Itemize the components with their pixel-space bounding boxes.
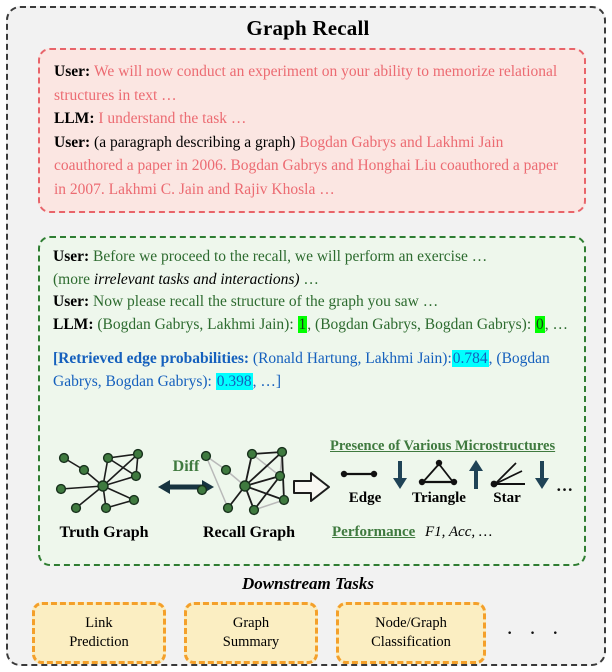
diff-label: Diff xyxy=(172,458,200,475)
speaker-user-2: User xyxy=(54,133,85,151)
recall-graph-icon xyxy=(192,440,307,522)
right-block-arrow-icon xyxy=(292,470,332,504)
recall-edge-2: , (Bogdan Gabrys, Bogdan Gabrys): xyxy=(307,315,536,333)
recall-graph-label: Recall Graph xyxy=(203,524,295,541)
speaker-llm-1: LLM xyxy=(54,110,90,127)
recall-edge-3: , … xyxy=(544,315,569,333)
truth-graph-label: Truth Graph xyxy=(59,524,149,541)
retrieved-edge-probabilities-label: Retrieved edge probabilities: xyxy=(58,350,250,367)
downstream-tasks-title: Downstream Tasks xyxy=(241,574,375,593)
recall-panel xyxy=(38,236,586,566)
paragraph-descriptor: (a paragraph describing a graph) xyxy=(94,133,300,151)
figure-container xyxy=(6,6,606,666)
bracket-open: [ xyxy=(53,350,59,367)
prompt-text-1: We will now conduct an experiment on your ability to memorize relational structures in text … xyxy=(54,63,558,104)
task-label-link-prediction xyxy=(69,614,129,652)
figure-title: Graph Recall xyxy=(246,16,370,40)
edge-microstructure-icon xyxy=(337,462,391,488)
recall-irrelevant-italic: irrelevant tasks and interactions) xyxy=(93,270,300,288)
edge-trend-down-arrow-icon xyxy=(392,460,408,490)
star-microstructure-icon xyxy=(486,460,540,490)
star-trend-down-arrow-icon xyxy=(534,460,550,490)
recall-speaker-user-2: User xyxy=(53,293,84,310)
task-line-2: Classification xyxy=(371,634,451,650)
task-line-2: Prediction xyxy=(69,634,129,650)
recall-sep-2: : xyxy=(84,293,90,310)
speaker-sep-3: : xyxy=(85,133,95,151)
star-label: Star xyxy=(493,490,521,506)
prob-text-1: (Ronald Hartung, Lakhmi Jain): xyxy=(249,350,452,367)
truth-graph-icon xyxy=(46,442,161,520)
performance-label: Performance xyxy=(332,524,416,540)
recall-edge-1: (Bogdan Gabrys, Lakhmi Jain): xyxy=(97,315,298,333)
recall-edge-value-2: 0 xyxy=(536,315,544,333)
recall-more-post: … xyxy=(299,270,319,288)
microstructures-ellipsis: … xyxy=(556,476,575,495)
task-label-node-graph-classification xyxy=(371,614,451,652)
triangle-microstructure-icon xyxy=(412,458,466,488)
recall-line-llm xyxy=(53,314,574,337)
recall-speaker-user-1: User xyxy=(53,248,84,265)
downstream-task-link-prediction[interactable] xyxy=(32,602,166,664)
recall-text-2: Now please recall the structure of the graph you saw … xyxy=(93,293,439,310)
task-line-2: Summary xyxy=(222,634,280,650)
task-line-1: Node/Graph xyxy=(375,615,447,631)
edge-label: Edge xyxy=(348,490,382,506)
prob-text-3: , …] xyxy=(252,372,282,390)
prob-value-1: 0.784 xyxy=(452,350,488,367)
downstream-task-node-graph-classification[interactable] xyxy=(336,602,486,664)
diagram-row xyxy=(40,436,588,561)
recall-text-1: Before we proceed to the recall, we will perform an exercise … xyxy=(93,248,488,265)
triangle-trend-up-arrow-icon xyxy=(468,458,484,490)
performance-value: F1, Acc, … xyxy=(425,524,493,540)
prompt-panel xyxy=(38,48,586,213)
prob-value-2: 0.398 xyxy=(216,372,252,390)
retrieved-edge-probabilities-line xyxy=(53,348,574,393)
prob-text-2: , (Bogdan Gabrys, Bogdan Gabrys): xyxy=(53,350,550,390)
recall-line-user-2 xyxy=(53,291,574,314)
prompt-line-paragraph xyxy=(54,131,572,202)
paragraph-graph-text: Bogdan Gabrys and Lakhmi Jain coauthored a paper in 2006. Bogdan Gabrys and Honghai Liu coauthored a paper in 2007. Lakhmi C. Jain and Rajiv Khosla … xyxy=(54,133,559,198)
triangle-label: Triangle xyxy=(412,490,466,506)
prompt-line-llm-1 xyxy=(54,107,572,131)
task-label-graph-summary xyxy=(223,614,279,652)
recall-edge-value-1: 1 xyxy=(298,315,307,333)
recall-line-user-1 xyxy=(53,246,574,269)
recall-sep-3: : xyxy=(88,315,94,333)
speaker-user-1: User xyxy=(54,63,85,80)
recall-more-pre: (more xyxy=(53,270,94,288)
recall-sep-1: : xyxy=(84,248,90,265)
recall-line-irrelevant xyxy=(53,269,574,292)
recall-speaker-llm: LLM xyxy=(53,315,89,333)
task-line-1: Graph xyxy=(232,615,270,631)
prompt-line-user-1 xyxy=(54,60,572,107)
speaker-sep-1: : xyxy=(85,63,95,80)
downstream-tasks-ellipsis: · · · xyxy=(506,620,564,645)
prompt-text-2: I understand the task … xyxy=(98,110,247,127)
downstream-task-graph-summary[interactable] xyxy=(184,602,318,664)
task-line-1: Link xyxy=(85,615,113,631)
speaker-sep-2: : xyxy=(89,110,99,127)
microstructures-title: Presence of Various Microstructures xyxy=(330,438,556,454)
